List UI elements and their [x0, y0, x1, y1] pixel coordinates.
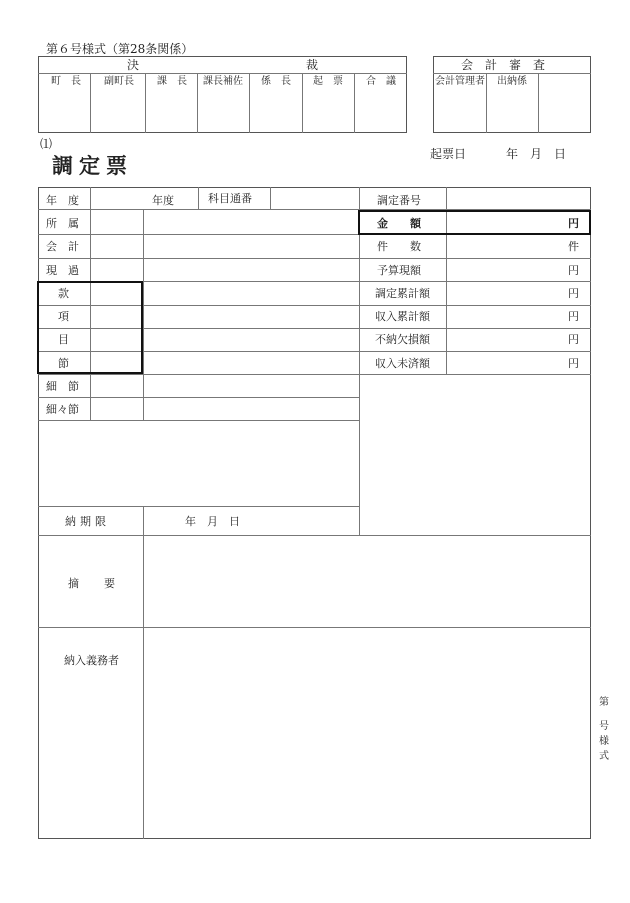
grid-line [143, 535, 144, 839]
current-budget-yen: 円 [568, 264, 579, 277]
adjustment-number-label: 調定番号 [377, 194, 421, 207]
audit-col-accounting-manager: 会計管理者 [435, 76, 485, 87]
approval-box [38, 56, 407, 133]
fiscal-year-suffix: 年度 [152, 194, 174, 207]
approval-col-mayor: 町 長 [51, 76, 81, 87]
grid-line [359, 258, 591, 259]
current-past-year-label: 現 過 [46, 264, 79, 277]
grid-line [198, 187, 199, 209]
audit-col-divider [538, 73, 539, 133]
form-section-number: ⑴ [40, 137, 53, 151]
audit-col-divider [486, 73, 487, 133]
current-budget-label: 予算現額 [377, 264, 421, 277]
grid-line [359, 305, 591, 306]
accounting-label: 会 計 [46, 240, 79, 253]
unpaid-revenue-label: 収入未済額 [375, 357, 430, 370]
grid-line [359, 328, 591, 329]
approval-col-divider [302, 73, 303, 133]
grid-line [143, 506, 144, 535]
cumulative-adjustment-label: 調定累計額 [375, 287, 430, 300]
grid-line [359, 374, 591, 375]
uncollectible-loss-yen: 円 [568, 333, 579, 346]
amount-label: 金 額 [377, 217, 421, 230]
approval-col-divider [197, 73, 198, 133]
draft-date-value: 年 月 日 [506, 147, 567, 161]
grid-line [143, 209, 144, 420]
grid-line [38, 397, 359, 398]
department-label: 所 属 [46, 217, 79, 230]
grid-line [38, 535, 591, 536]
side-note-dai: 第 [599, 697, 609, 708]
grid-line [38, 506, 359, 507]
side-note-go: 号 [599, 721, 609, 732]
approval-col-section-chief: 課 長 [157, 76, 187, 87]
sub-subsection-label: 細々節 [46, 403, 79, 416]
audit-header-divider [433, 73, 591, 74]
side-note-shiki: 式 [599, 751, 609, 762]
draft-date-label: 起票日 [430, 147, 467, 161]
fiscal-year-label: 年 度 [46, 194, 79, 207]
approval-col-divider [249, 73, 250, 133]
side-note-yo: 様 [599, 736, 609, 747]
approval-header-divider [38, 73, 407, 74]
due-date-label: 納期限 [65, 515, 110, 528]
grid-line [359, 187, 360, 535]
grid-line [38, 209, 359, 210]
account-serial-label: 科目通番 [208, 192, 252, 205]
summary-label-1: 摘 [68, 577, 79, 590]
page-title: 調定票 [52, 153, 133, 178]
ko-label: 項 [58, 310, 69, 323]
kan-label: 款 [58, 287, 69, 300]
grid-line [38, 258, 359, 259]
grid-line [38, 420, 359, 421]
count-label: 件 数 [377, 240, 421, 253]
amount-yen: 円 [568, 217, 579, 230]
cumulative-revenue-yen: 円 [568, 310, 579, 323]
approval-col-divider [354, 73, 355, 133]
approval-col-divider [90, 73, 91, 133]
grid-line [359, 351, 591, 352]
approval-title-left: 決 [127, 58, 140, 72]
count-unit: 件 [568, 240, 579, 253]
approval-col-consultation: 合 議 [366, 76, 396, 87]
approval-title-right: 裁 [306, 58, 319, 72]
approval-col-assistant-chief: 課長補佐 [203, 76, 243, 87]
setsu-label: 節 [58, 357, 69, 370]
grid-line [38, 627, 591, 628]
uncollectible-loss-label: 不納欠損額 [375, 333, 430, 346]
form-number-label: 第６号様式（第28条関係） [46, 42, 194, 56]
grid-line [90, 187, 91, 209]
audit-title: 会 計 審 査 [461, 58, 546, 72]
grid-line [270, 187, 271, 209]
grid-line [38, 234, 359, 235]
grid-line [359, 281, 591, 282]
grid-line [38, 374, 359, 375]
approval-col-drafter: 起 票 [313, 76, 343, 87]
unpaid-revenue-yen: 円 [568, 357, 579, 370]
approval-col-subsection-chief: 係 長 [261, 76, 291, 87]
cumulative-adjustment-yen: 円 [568, 287, 579, 300]
audit-col-cashier: 出納係 [497, 76, 527, 87]
summary-label-2: 要 [104, 577, 115, 590]
approval-col-divider [145, 73, 146, 133]
due-date-value: 年 月 日 [185, 515, 240, 528]
approval-col-vice-mayor: 副町長 [104, 76, 134, 87]
subsection-label: 細 節 [46, 380, 79, 393]
cumulative-revenue-label: 収入累計額 [375, 310, 430, 323]
budget-classification-box [37, 281, 143, 374]
payer-label: 納入義務者 [64, 654, 119, 667]
moku-label: 目 [58, 333, 69, 346]
